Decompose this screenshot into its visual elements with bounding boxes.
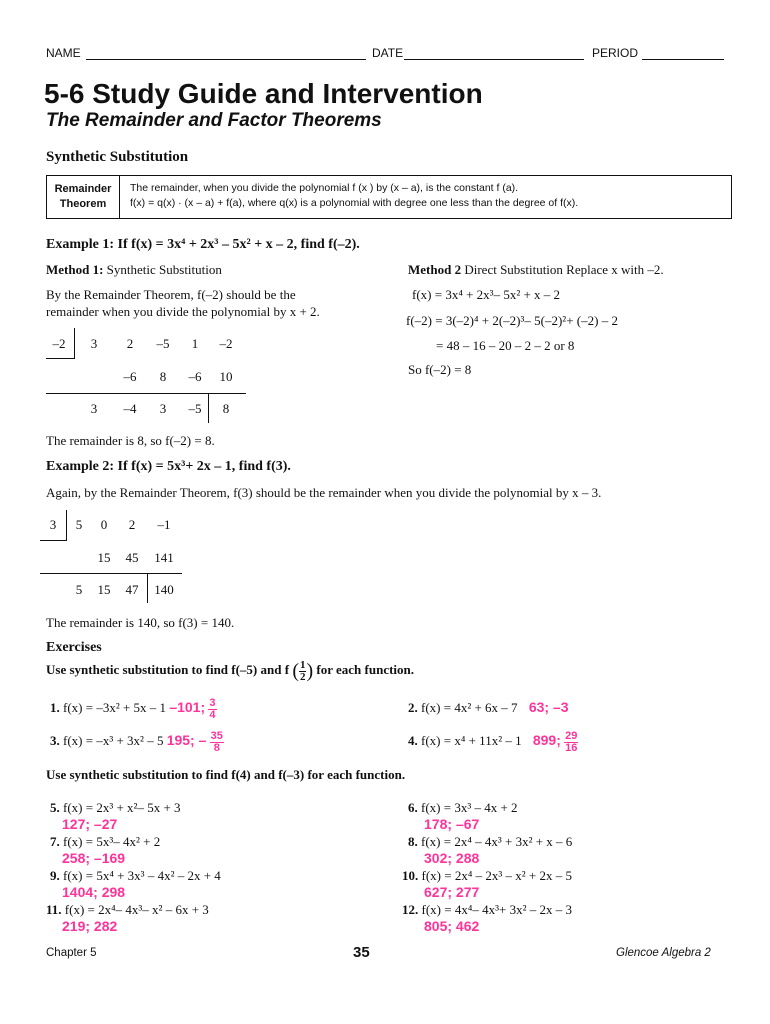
row3-cell: 3 — [90, 401, 98, 416]
exercises-instruction-1: Use synthetic substitution to find f(–5) and f ( $\frac{1}{2}$ ) for each function. — [46, 658, 415, 683]
exercises-heading: Exercises — [46, 640, 102, 655]
instruction-text: for each function. — [316, 662, 415, 677]
row3-cell: 15 — [97, 582, 111, 597]
exercise-number: 8. — [408, 834, 418, 849]
exercise-5 — [50, 800, 181, 816]
answer-5: 127; –27 — [62, 816, 118, 832]
exercise-expr: f(x) = x⁴ + 11x² – 1 — [421, 733, 522, 748]
exercise-expr: f(x) = –3x² + 5x – 1 — [63, 700, 167, 715]
answer-fraction — [210, 731, 224, 754]
exercise-number: 9. — [50, 868, 60, 883]
name-label: NAME — [46, 46, 81, 60]
section-heading: Synthetic Substitution — [46, 149, 189, 165]
page-number: 35 — [353, 944, 370, 961]
answer: 63; –3 — [528, 699, 569, 715]
answer-10: 627; 277 — [424, 884, 480, 900]
row2-cell: 15 — [97, 550, 111, 565]
theorem-label-1: Remainder — [54, 183, 112, 195]
row3-cell: 5 — [75, 582, 83, 597]
name-blank[interactable] — [86, 59, 366, 60]
example1-conclusion: The remainder is 8, so f(–2) = 8. — [46, 433, 215, 448]
answer-8: 302; 288 — [424, 850, 480, 866]
exercise-number: 10. — [402, 868, 419, 883]
row1-cell: 2 — [126, 336, 134, 351]
exercise-number: 3. — [50, 733, 60, 748]
row1-cell: –1 — [157, 517, 171, 532]
answer-6: 178; –67 — [424, 816, 480, 832]
row1-cell: 3 — [90, 336, 98, 351]
remainder-cell: 140 — [154, 582, 174, 597]
answer: 195; – — [166, 732, 207, 748]
answer-fraction — [208, 698, 216, 721]
answer-12: 805; 462 — [424, 918, 480, 934]
example1-explain-1: By the Remainder Theorem, f(–2) should be the — [46, 287, 296, 302]
row3-cell: 47 — [125, 582, 139, 597]
frac-num: 29 — [565, 729, 578, 742]
example2-conclusion: The remainder is 140, so f(3) = 140. — [46, 615, 235, 630]
exercise-3 — [50, 727, 224, 754]
row2-cell: –6 — [123, 369, 137, 384]
period-blank[interactable] — [642, 59, 724, 60]
frac-den: 8 — [213, 741, 220, 754]
answer-9: 1404; 298 — [62, 884, 126, 900]
exercise-expr: f(x) = 5x³– 4x² + 2 — [63, 834, 161, 849]
exercise-9 — [50, 868, 221, 884]
exercise-expr: f(x) = 3x³ – 4x + 2 — [421, 800, 518, 815]
divisor: 3 — [49, 517, 57, 532]
example1-explain-2: remainder when you divide the polynomial by x + 2. — [46, 304, 320, 319]
exercise-expr: f(x) = 2x³ + x²– 5x + 3 — [63, 800, 181, 815]
frac-num: 3 — [209, 696, 216, 709]
footer-book: Glencoe Algebra 2 — [616, 947, 711, 959]
method2-line-1: f(x) = 3x⁴ + 2x³– 5x² + x – 2 — [412, 287, 561, 302]
answer-fraction — [564, 731, 578, 754]
exercise-expr: f(x) = 5x⁴ + 3x³ – 4x² – 2x + 4 — [63, 868, 221, 883]
answer: 899; — [532, 732, 561, 748]
row1-cell: 5 — [75, 517, 83, 532]
exercise-number: 7. — [50, 834, 60, 849]
exercise-7 — [50, 834, 160, 850]
frac-den: 4 — [209, 708, 216, 721]
theorem-box — [46, 175, 732, 219]
date-label: DATE — [372, 46, 404, 60]
date-blank[interactable] — [404, 59, 584, 60]
method1-label: Method 1: — [46, 262, 104, 277]
method1-text: Synthetic Substitution — [106, 262, 222, 277]
answer: –101; — [169, 699, 206, 715]
method2-line-2: f(–2) = 3(–2)⁴ + 2(–2)³– 5(–2)²+ (–2) – 2 — [406, 313, 618, 328]
frac-num: 1 — [299, 658, 306, 671]
exercise-12 — [402, 902, 572, 918]
exercise-expr: f(x) = 4x⁴– 4x³+ 3x² – 2x – 3 — [421, 902, 572, 917]
frac-den: 16 — [565, 741, 578, 754]
row1-cell: –5 — [156, 336, 170, 351]
period-label: PERIOD — [592, 46, 639, 60]
method1 — [46, 262, 222, 278]
row2-cell: 45 — [125, 550, 139, 565]
row1-cell: 0 — [100, 517, 108, 532]
example2-explain: Again, by the Remainder Theorem, f(3) should be the remainder when you divide the polynomial by x – 3. — [46, 485, 602, 500]
row2-cell: 8 — [159, 369, 167, 384]
row1-cell: 2 — [128, 517, 136, 532]
exercise-number: 1. — [50, 700, 60, 715]
exercise-expr: f(x) = 2x⁴– 4x³– x² – 6x + 3 — [64, 902, 209, 917]
row2-cell: –6 — [188, 369, 202, 384]
page-title: 5-6 Study Guide and Intervention — [44, 78, 483, 109]
exercise-number: 6. — [408, 800, 418, 815]
row2-cell: 10 — [219, 369, 233, 384]
row1-cell: 1 — [191, 336, 199, 351]
theorem-label-2: Theorem — [59, 198, 107, 210]
exercise-10 — [402, 868, 572, 884]
exercise-6 — [408, 800, 518, 816]
method2 — [408, 262, 664, 278]
theorem-line-2: f(x) = q(x) · (x – a) + f(a), where q(x) is a polynomial with degree one less than the degree of f(x). — [130, 197, 579, 209]
method2-line-3: = 48 – 16 – 20 – 2 – 2 or 8 — [436, 338, 575, 353]
exercise-number: 2. — [408, 700, 418, 715]
method2-label: Method 2 — [408, 262, 462, 277]
exercise-expr: f(x) = –x³ + 3x² – 5 — [63, 733, 164, 748]
exercise-number: 5. — [50, 800, 60, 815]
exercise-2 — [408, 694, 569, 721]
theorem-line-1: The remainder, when you divide the polynomial f (x ) by (x – a), is the constant f (a). — [130, 182, 519, 194]
exercises-instruction-2: Use synthetic substitution to find f(4) and f(–3) for each function. — [46, 767, 406, 782]
row3-cell: –5 — [188, 401, 202, 416]
answer-7: 258; –169 — [62, 850, 126, 866]
footer-chapter: Chapter 5 — [46, 947, 97, 959]
frac-den: 2 — [299, 670, 306, 683]
exercise-11 — [46, 902, 209, 918]
example1-heading: Example 1: If f(x) = 3x⁴ + 2x³ – 5x² + x – 2, find f(–2). — [46, 237, 360, 252]
instruction-text: Use synthetic substitution to find f(–5) and f — [46, 662, 290, 677]
row2-cell: 141 — [154, 550, 174, 565]
example2-heading: Example 2: If f(x) = 5x³+ 2x – 1, find f(3). — [46, 459, 291, 474]
row1-cell: –2 — [219, 336, 233, 351]
divisor: –2 — [52, 336, 66, 351]
frac-num: 35 — [210, 729, 223, 742]
method2-text: Direct Substitution Replace x with –2. — [464, 262, 664, 277]
exercise-expr: f(x) = 4x² + 6x – 7 — [421, 700, 518, 715]
answer-11: 219; 282 — [62, 918, 118, 934]
row3-cell: –4 — [123, 401, 137, 416]
method2-line-4: So f(–2) = 8 — [408, 362, 472, 377]
exercise-8 — [408, 834, 572, 850]
exercise-number: 11. — [46, 902, 62, 917]
row3-cell: 3 — [159, 401, 167, 416]
exercise-expr: f(x) = 2x⁴ – 4x³ + 3x² + x – 6 — [421, 834, 573, 849]
exercise-number: 4. — [408, 733, 418, 748]
exercise-number: 12. — [402, 902, 419, 917]
remainder-cell: 8 — [222, 401, 230, 416]
page-subtitle: The Remainder and Factor Theorems — [46, 110, 382, 131]
exercise-4 — [408, 727, 578, 754]
theorem-label — [47, 182, 119, 212]
exercise-1 — [50, 694, 217, 721]
exercise-expr: f(x) = 2x⁴ – 2x³ – x² + 2x – 5 — [421, 868, 572, 883]
